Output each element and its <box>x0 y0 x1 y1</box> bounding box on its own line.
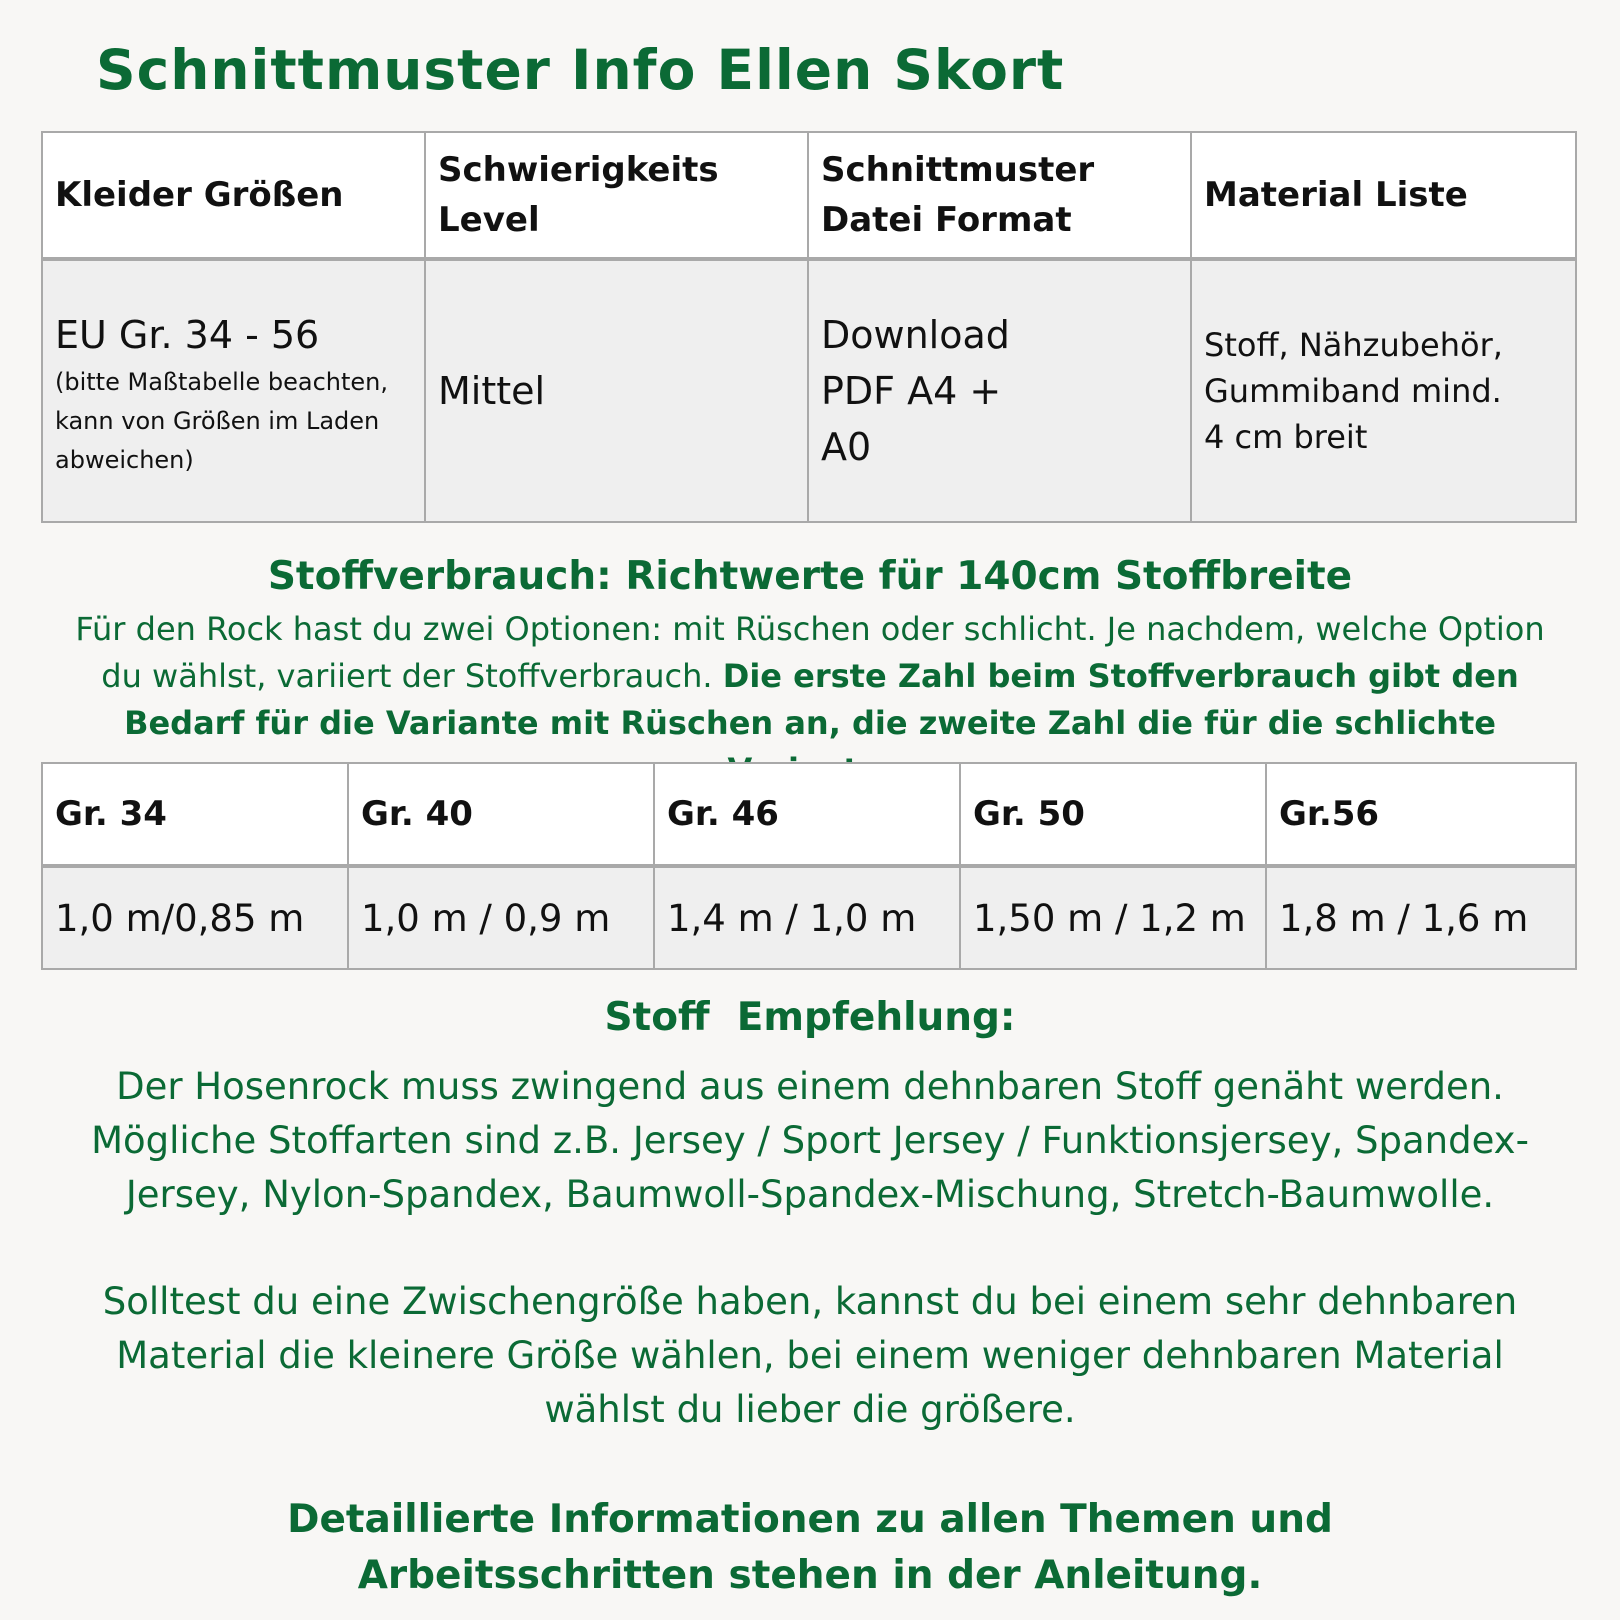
cell-sizes <box>42 259 425 522</box>
usage-intro-bold: Die erste Zahl beim Stoffverbrauch gibt den Bedarf für die Variante mit Rüschen an, die zweite Zahl die für die schlichte <box>124 657 1519 742</box>
cell-difficulty: Mittel <box>425 259 808 522</box>
footer-note: Detaillierte Informationen zu allen Themen und Arbeitsschritten stehen in der Anleitung. <box>287 1497 1333 1598</box>
usage-header-size: Gr.56 <box>1266 763 1576 866</box>
cell-file-format: Download PDF A4 + A0 <box>808 259 1191 522</box>
usage-header-size: Gr. 50 <box>960 763 1266 866</box>
info-table-header-row <box>42 132 1576 259</box>
usage-value: 1,0 m / 0,9 m <box>348 866 654 969</box>
cell-material-list: Stoff, Nähzubehör, Gummiband mind. 4 cm breit <box>1191 259 1576 522</box>
usage-value: 1,4 m / 1,0 m <box>654 866 960 969</box>
between-sizes-text: Solltest du eine Zwischengröße haben, kannst du bei einem sehr dehnbaren Material die kleinere Größe wählen, bei einem weniger dehnbaren Material wählst du lieber die größere. <box>102 1280 1518 1431</box>
info-table-row <box>42 259 1576 522</box>
usage-header-size: Gr. 40 <box>348 763 654 866</box>
usage-header-size: Gr. 34 <box>42 763 348 866</box>
sizes-range: EU Gr. 34 - 56 <box>55 312 320 357</box>
fabric-usage-table <box>41 762 1577 970</box>
usage-intro-text: Für den Rock hast du zwei Optionen: mit Rüschen oder schlicht. Je nachdem, welche Option du wählst, variiert der Stoffverbrauch. <box>75 610 1545 695</box>
header-sizes: Kleider Größen <box>42 132 425 259</box>
usage-header-size: Gr. 46 <box>654 763 960 866</box>
pattern-info-table <box>41 131 1577 523</box>
page-title: Schnittmuster Info Ellen Skort <box>96 38 1065 102</box>
fabric-recommendation-text: Der Hosenrock muss zwingend aus einem dehnbaren Stoff genäht werden. Mögliche Stoffarten sind z.B. Jersey / Sport Jersey / Funktionsjersey, Spandex-Jersey, Nylon-Spandex, Baumwoll-Spandex-Mischung, Stretch-Baumwolle. <box>91 1065 1529 1216</box>
header-material-list: Material Liste <box>1191 132 1576 259</box>
header-file-format: Schnittmuster Datei Format <box>808 132 1191 259</box>
usage-value: 1,0 m/0,85 m <box>42 866 348 969</box>
header-difficulty: Schwierigkeits Level <box>425 132 808 259</box>
usage-value: 1,50 m / 1,2 m <box>960 866 1266 969</box>
usage-table-row <box>42 866 1576 969</box>
usage-value: 1,8 m / 1,6 m <box>1266 866 1576 969</box>
usage-heading: Stoffverbrauch: Richtwerte für 140cm Stoffbreite <box>267 554 1353 599</box>
fabric-recommendation-heading: Stoff Empfehlung: <box>604 995 1016 1040</box>
sizes-note: (bitte Maßtabelle beachten, kann von Größen im Laden abweichen) <box>55 367 388 474</box>
usage-table-header-row <box>42 763 1576 866</box>
